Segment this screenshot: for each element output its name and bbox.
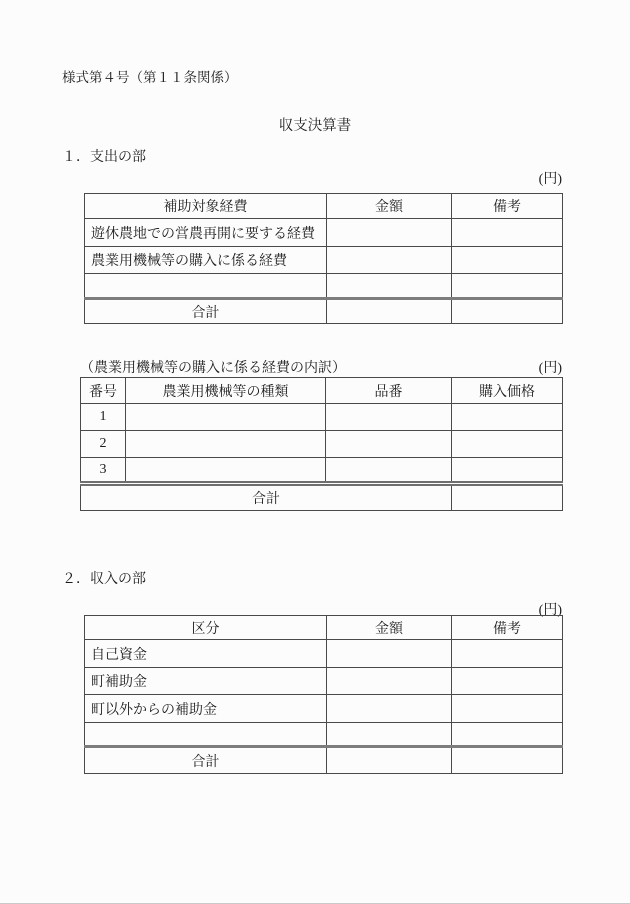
header-cell-amount: 金額 bbox=[327, 616, 452, 640]
unit-label-expenditure: (円) bbox=[538, 172, 562, 187]
income-item-cell bbox=[85, 723, 327, 747]
total-row bbox=[85, 299, 563, 324]
header-cell-remarks: 備考 bbox=[452, 194, 563, 219]
income-item-cell: 町補助金 bbox=[85, 668, 327, 695]
expense-item-cell bbox=[85, 274, 327, 299]
remarks-cell bbox=[452, 723, 563, 747]
purchase-price-cell bbox=[452, 404, 563, 431]
table-row-empty bbox=[85, 723, 563, 747]
table-row bbox=[81, 458, 563, 484]
part-number-cell bbox=[326, 431, 452, 458]
amount-cell bbox=[327, 723, 452, 747]
total-price-cell bbox=[452, 484, 563, 511]
income-item-cell: 自己資金 bbox=[85, 640, 327, 668]
header-cell-remarks: 備考 bbox=[452, 616, 563, 640]
total-row bbox=[85, 747, 563, 774]
amount-cell bbox=[327, 247, 452, 274]
remarks-cell bbox=[452, 695, 563, 723]
expense-item-cell: 農業用機械等の購入に係る経費 bbox=[85, 247, 327, 274]
number-cell: 3 bbox=[81, 458, 126, 484]
remarks-cell bbox=[452, 274, 563, 299]
remarks-cell bbox=[452, 247, 563, 274]
amount-cell bbox=[327, 695, 452, 723]
part-number-cell bbox=[326, 404, 452, 431]
total-remarks-cell bbox=[452, 299, 563, 324]
amount-cell bbox=[327, 640, 452, 668]
table-row bbox=[85, 247, 563, 274]
header-cell-category: 区分 bbox=[85, 616, 327, 640]
section-heading-income: ２．収入の部 bbox=[62, 572, 146, 587]
total-row bbox=[81, 484, 563, 511]
amount-cell bbox=[327, 668, 452, 695]
header-cell-part-number: 品番 bbox=[326, 378, 452, 404]
amount-cell bbox=[327, 219, 452, 247]
table-row bbox=[85, 640, 563, 668]
table-row bbox=[81, 431, 563, 458]
income-item-cell: 町以外からの補助金 bbox=[85, 695, 327, 723]
unit-label-breakdown: (円) bbox=[538, 361, 562, 376]
total-label-cell: 合計 bbox=[85, 747, 327, 774]
header-cell-machinery-type: 農業用機械等の種類 bbox=[126, 378, 326, 404]
remarks-cell bbox=[452, 668, 563, 695]
total-remarks-cell bbox=[452, 747, 563, 774]
machinery-type-cell bbox=[126, 404, 326, 431]
table-row bbox=[85, 219, 563, 247]
table-row bbox=[81, 404, 563, 431]
page-title: 収支決算書 bbox=[278, 118, 352, 134]
machinery-breakdown-table bbox=[80, 377, 563, 511]
amount-cell bbox=[327, 274, 452, 299]
remarks-cell bbox=[452, 219, 563, 247]
machinery-type-cell bbox=[126, 431, 326, 458]
part-number-cell bbox=[326, 458, 452, 484]
section-heading-expenditure: １．支出の部 bbox=[62, 150, 146, 165]
header-cell-purchase-price: 購入価格 bbox=[452, 378, 563, 404]
number-cell: 2 bbox=[81, 431, 126, 458]
total-label-cell: 合計 bbox=[85, 299, 327, 324]
purchase-price-cell bbox=[452, 458, 563, 484]
total-amount-cell bbox=[327, 299, 452, 324]
breakdown-caption: （農業用機械等の購入に係る経費の内訳） bbox=[80, 361, 346, 376]
purchase-price-cell bbox=[452, 431, 563, 458]
header-cell-number: 番号 bbox=[81, 378, 126, 404]
unit-label-income: (円) bbox=[538, 603, 562, 618]
header-cell-expense-category: 補助対象経費 bbox=[85, 194, 327, 219]
form-number: 様式第４号（第１１条関係） bbox=[62, 70, 238, 85]
machinery-type-cell bbox=[126, 458, 326, 484]
total-label-cell: 合計 bbox=[81, 484, 452, 511]
number-cell: 1 bbox=[81, 404, 126, 431]
table-header-row bbox=[81, 378, 563, 404]
table-row bbox=[85, 668, 563, 695]
total-amount-cell bbox=[327, 747, 452, 774]
income-table bbox=[84, 615, 563, 774]
table-row-empty bbox=[85, 274, 563, 299]
table-header-row bbox=[85, 194, 563, 219]
expense-item-cell: 遊休農地での営農再開に要する経費 bbox=[85, 219, 327, 247]
remarks-cell bbox=[452, 640, 563, 668]
header-cell-amount: 金額 bbox=[327, 194, 452, 219]
expenditure-table bbox=[84, 193, 563, 324]
table-row bbox=[85, 695, 563, 723]
table-header-row bbox=[85, 616, 563, 640]
